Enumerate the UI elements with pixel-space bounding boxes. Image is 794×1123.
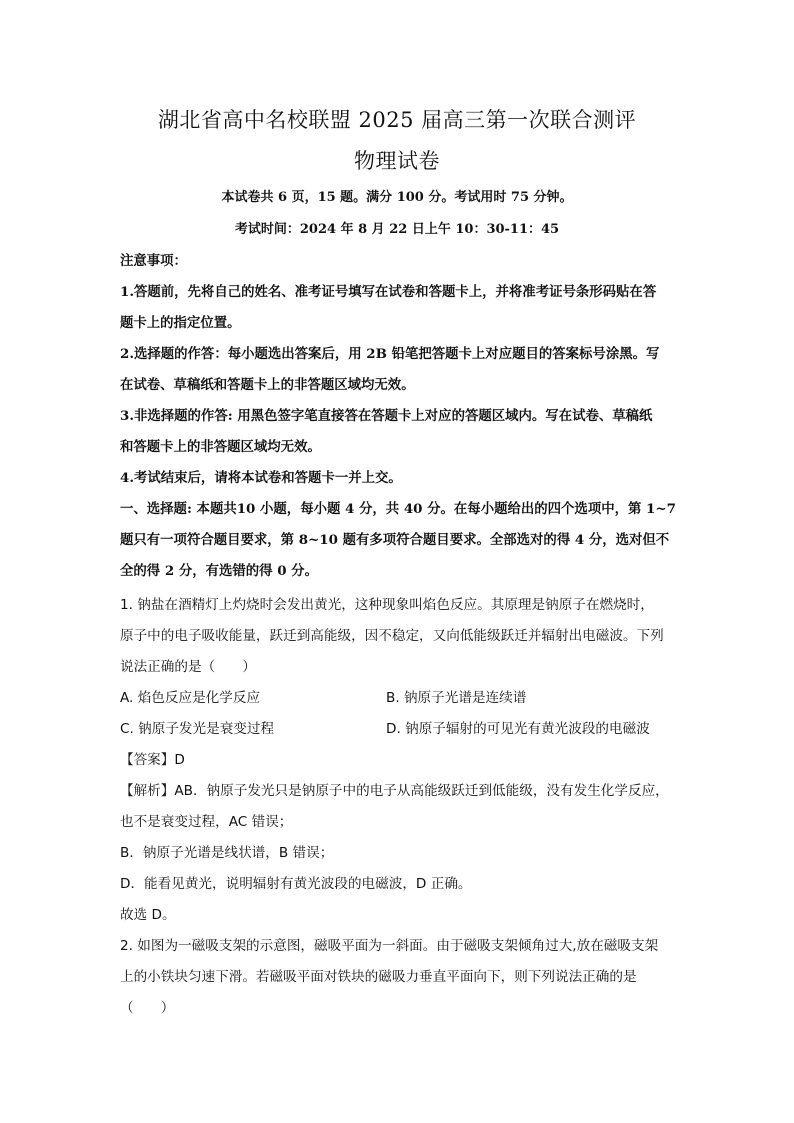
analysis-text: AB．钠原子发光只是钠原子中的电子从高能级跃迁到低能级，没有发生化学反应， (174, 783, 669, 799)
notes-heading: 注意事项： (120, 253, 187, 269)
question-1-line-3: 说法正确的是（ ） (120, 659, 256, 675)
question-1-analysis-line-4: D．能看见黄光，说明辐射有黄光波段的电磁波，D 正确。 (120, 876, 472, 892)
exam-info-time: 考试时间：2024 年 8 月 22 日上午 10：30-11：45 (234, 222, 560, 237)
page-subtitle: 物理试卷 (354, 149, 440, 173)
question-1-analysis-line-5: 故选 D。 (120, 907, 176, 923)
question-2-line-3: （ ） (120, 1000, 175, 1016)
note-3-line-2: 和答题卡上的非答题区域均无效。 (120, 439, 321, 455)
question-1-line-1: 1. 钠盐在酒精灯上灼烧时会发出黄光，这种现象叫焰色反应。其原理是钠原子在燃烧时， (120, 597, 654, 613)
section-1-line-2: 题只有一项符合题目要求，第 8~10 题有多项符合题目要求。全部选对的得 4 分，选对但不 (120, 532, 670, 548)
page-title: 湖北省高中名校联盟 2025 届高三第一次联合测评 (157, 108, 637, 132)
exam-info-pages: 本试卷共 6 页，15 题。满分 100 分。考试用时 75 分钟。 (221, 190, 573, 205)
section-1-line-1: 一、选择题: 本题共10 小题，每小题 4 分，共 40 分。在每小题给出的四个选项中，第 1~7 (120, 501, 676, 517)
question-1-option-b: B. 钠原子光谱是连续谱 (386, 690, 527, 706)
analysis-tag: 【解析】 (120, 783, 175, 799)
question-1-answer (120, 748, 680, 768)
answer-value: D (174, 752, 185, 768)
question-1-option-d: D. 钠原子辐射的可见光有黄光波段的电磁波 (386, 721, 650, 737)
section-1-line-3: 全的得 2 分，有选错的得 0 分。 (120, 563, 318, 579)
note-3-line-1: 3.非选择题的作答: 用黑色签字笔直接答在答题卡上对应的答题区域内。写在试卷、草稿纸 (120, 408, 653, 424)
question-1-analysis-line-3: B．钠原子光谱是线状谱，B 错误； (120, 845, 334, 861)
question-1-line-2: 原子中的电子吸收能量，跃迁到高能级，因不稳定，又向低能级跃迁并辐射出电磁波。下列 (120, 628, 664, 644)
note-1-line-2: 题卡上的指定位置。 (120, 315, 241, 331)
question-1-option-c: C. 钠原子发光是衰变过程 (120, 721, 275, 737)
note-2-line-2: 在试卷、草稿纸和答题卡上的非答题区域均无效。 (120, 377, 415, 393)
note-2-line-1: 2.选择题的作答：每小题选出答案后，用 2B 铅笔把答题卡上对应题目的答案标号涂黑。写 (120, 346, 660, 362)
question-2-line-2: 上的小铁块匀速下滑。若磁吸平面对铁块的磁吸力垂直平面向下，则下列说法正确的是 (120, 969, 637, 985)
answer-tag: 【答案】 (120, 752, 175, 768)
question-2-line-1: 2. 如图为一磁吸支架的示意图，磁吸平面为一斜面。由于磁吸支架倾角过大,放在磁吸支架 (120, 938, 659, 954)
question-1-option-a: A. 焰色反应是化学反应 (120, 690, 261, 706)
note-1-line-1: 1.答题前，先将自己的姓名、准考证号填写在试卷和答题卡上，并将准考证号条形码贴在答 (120, 284, 657, 300)
question-1-analysis-line-1 (120, 779, 680, 799)
note-4: 4.考试结束后，请将本试卷和答题卡一并上交。 (120, 470, 402, 486)
question-1-analysis-line-2: 也不是衰变过程，AC 错误； (120, 814, 293, 830)
